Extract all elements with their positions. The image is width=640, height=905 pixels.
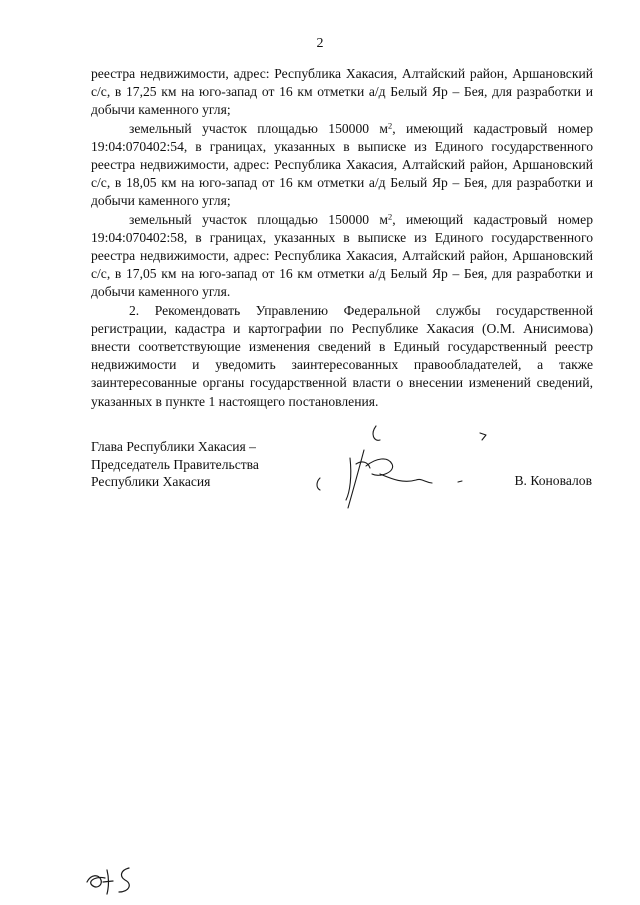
handwritten-signature — [290, 420, 500, 515]
document-body — [91, 65, 593, 411]
paragraph-land-plot-54: земельный участок площадью 150000 $м^2$, имеющий кадастровый номер 19:04:070402:54, в границах, указанных в выписке из Единого государственного реестра недвижимости, адрес: Республика Хакасия, Алтайский район, Аршановский с/с, в 18,05 км на юго-запад от 16 км отметки а/д Белый Яр – Бея, для разработки и добычи каменного угля; — [91, 119, 593, 209]
paragraph-land-plot-58: земельный участок площадью 150000 $м^2$, имеющий кадастровый номер 19:04:070402:58, в границах, указанных в выписке из Единого государственного реестра недвижимости, адрес: Республика Хакасия, Алтайский район, Аршановский с/с, в 17,05 км на юго-запад от 16 км отметки а/д Белый Яр – Бея, для разработки и добычи каменного угля. — [91, 211, 593, 300]
page-number: 2 — [316, 36, 324, 51]
signatory-title-line-2: Председатель Правительства — [91, 456, 259, 472]
signatory-title-line-3: Республики Хакасия — [91, 474, 211, 489]
signatory-title-line-1: Глава Республики Хакасия – — [91, 439, 256, 454]
paragraph-recommendation: 2. Рекомендовать Управлению Федеральной службы государственной регистрации, кадастра и картографии по Республике Хакасия (О.М. Анисимова) внести соответствующие изменения сведений в Единый государственный реестр недвижимости и уведомить заинтересованных правообладателей, а также заинтересованные органы государственной власти о внесении изменений сведений, указанных в пункте 1 настоящего постановления. — [91, 302, 593, 409]
handwritten-initials — [83, 862, 143, 898]
paragraph-address-continuation: реестра недвижимости, адрес: Республика Хакасия, Алтайский район, Аршановский с/с, в 17,25 км на юго-запад от 16 км отметки а/д Белый Яр – Бея, для разработки и добычи каменного угля; — [91, 66, 593, 118]
signer-name: В. Коновалов — [514, 473, 592, 488]
